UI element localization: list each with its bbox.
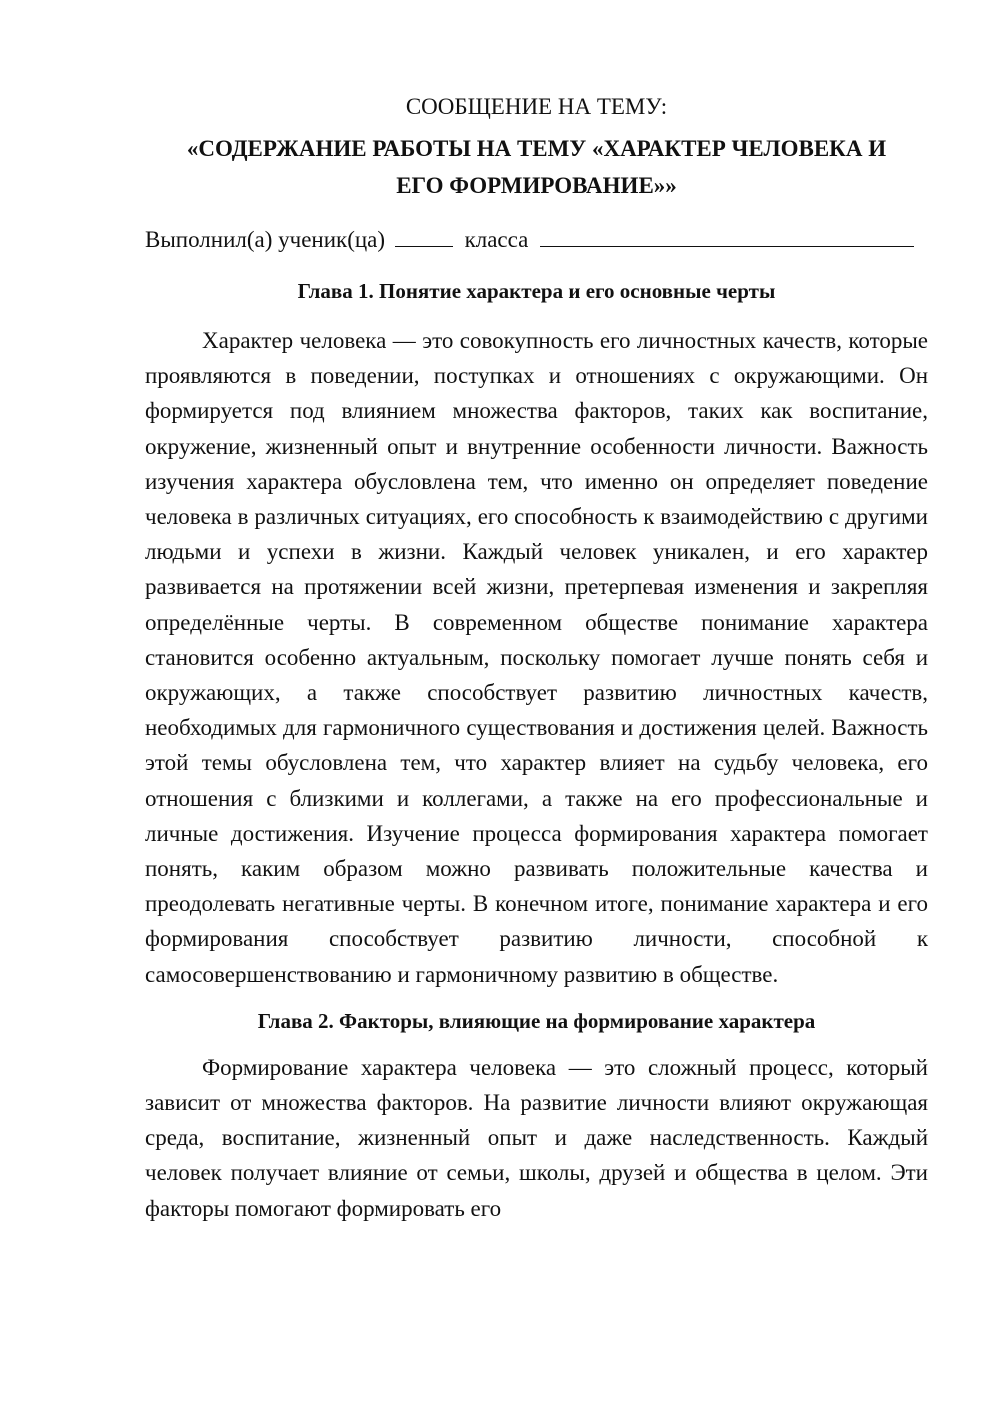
chapter-1-paragraph: Характер человека — это совокупность его личностных качеств, которые проявляются в поведении, поступках и отношениях с окружающими. Он формируется под влиянием множества факторов, таких как воспитание, окружение, жизненный опыт и внутренние особенности личности. Важность изучения характера обусловлена тем, что именно он определяет поведение человека в различных ситуациях, его способность к взаимодействию с другими людьми и успехи в жизни. Каждый человек уникален, и его характер развивается на протяжении всей жизни, претерпевая изменения и закрепляя определённые черты. В современном обществе понимание характера становится особенно актуальным, поскольку помогает лучше понять себя и окружающих, а также способствует развитию личностных качеств, необходимых для гармоничного существования и достижения целей. Важность этой темы обусловлена тем, что характер влияет на судьбу человека, его отношения с близкими и коллегами, а также на его профессиональные и личные достижения. Изучение процесса формирования характера помогает понять, каким образом можно развивать положительные качества и преодолевать негативные черты. В конечном итоге, понимание характера и его формирования способствует развитию личности, способной к самосовершенствованию и гармоничному развитию в обществе. xyxy=(145,328,928,987)
class-blank-field xyxy=(540,224,914,247)
chapter-2-title: Глава 2. Факторы, влияющие на формирование характера xyxy=(257,1008,816,1033)
author-line xyxy=(145,222,928,257)
document-title-line-2: ЕГО ФОРМИРОВАНИЕ»» xyxy=(396,173,677,198)
document-page xyxy=(145,88,928,1226)
author-prefix: Выполнил(а) ученик(ца) xyxy=(145,227,386,252)
grade-blank-field xyxy=(395,224,453,247)
class-label: класса xyxy=(464,227,529,252)
document-title-line-1: «СОДЕРЖАНИЕ РАБОТЫ НА ТЕМУ «ХАРАКТЕР ЧЕЛОВЕКА И xyxy=(186,136,887,161)
document-heading: СООБЩЕНИЕ НА ТЕМУ: xyxy=(405,94,668,119)
chapter-1-title: Глава 1. Понятие характера и его основные черты xyxy=(297,279,776,303)
chapter-2-paragraph: Формирование характера человека — это сложный процесс, который зависит от множества факторов. На развитие личности влияют окружающая среда, воспитание, жизненный опыт и даже наследственность. Каждый человек получает влияние от семьи, школы, друзей и общества в целом. Эти факторы помогают формировать его xyxy=(145,1054,928,1221)
